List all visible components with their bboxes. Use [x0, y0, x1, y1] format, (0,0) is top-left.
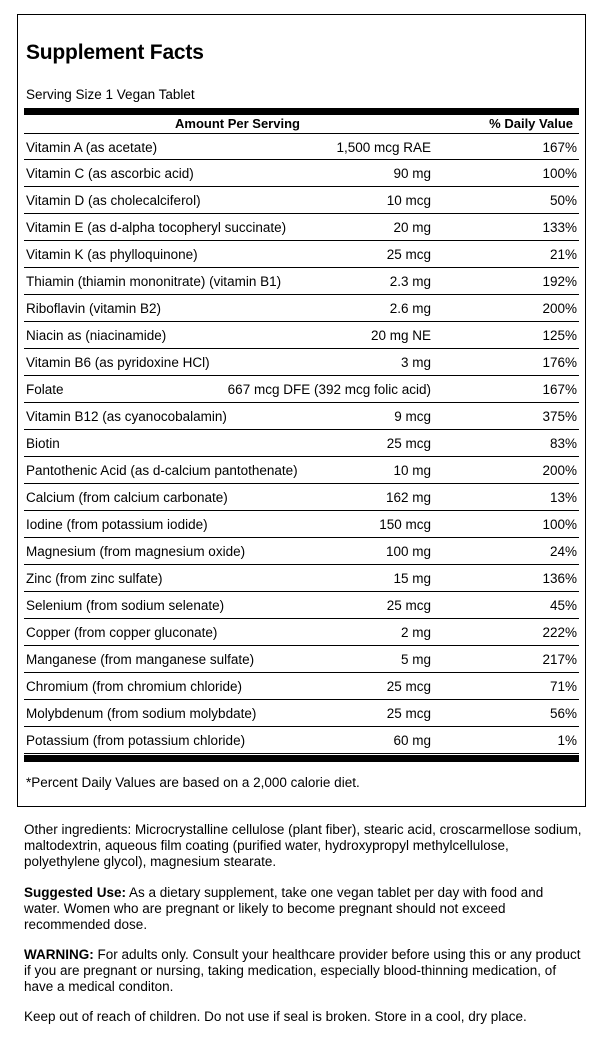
serving-size: Serving Size 1 Vegan Tablet [26, 87, 195, 102]
warning [24, 947, 582, 995]
nutrient-daily-value: 21% [549, 247, 577, 262]
nutrient-name: Vitamin B6 (as pyridoxine HCl) [26, 355, 210, 370]
nutrient-daily-value: 200% [542, 301, 577, 316]
nutrient-name: Thiamin (thiamin mononitrate) (vitamin B1) [26, 274, 282, 289]
nutrient-amount: 25 mcg [386, 679, 431, 694]
nutrient-amount: 5 mg [400, 652, 431, 667]
nutrient-name: Magnesium (from magnesium oxide) [26, 544, 246, 559]
header-amount-per-serving: Amount Per Serving [175, 116, 300, 131]
nutrient-amount: 20 mg NE [370, 328, 431, 343]
nutrient-amount: 10 mcg [386, 193, 431, 208]
nutrient-daily-value: 83% [549, 436, 577, 451]
nutrient-name: Pantothenic Acid (as d-calcium pantothenate) [26, 463, 298, 478]
nutrient-daily-value: 176% [542, 355, 577, 370]
nutrient-name: Copper (from copper gluconate) [26, 625, 218, 640]
nutrient-amount: 150 mcg [379, 517, 431, 532]
nutrient-daily-value: 100% [542, 517, 577, 532]
nutrient-amount: 20 mg [393, 220, 431, 235]
nutrient-daily-value: 45% [549, 598, 577, 613]
nutrient-name: Niacin as (niacinamide) [26, 328, 167, 343]
warning-text: For adults only. Consult your healthcare provider before using this or any product if you are pregnant or nursing, taking medication, especially blood-thinning medication, of have a medical conditon. [24, 947, 581, 994]
daily-value-footnote: *Percent Daily Values are based on a 2,000 calorie diet. [26, 775, 360, 790]
nutrient-amount: 100 mg [385, 544, 431, 559]
nutrient-name: Molybdenum (from sodium molybdate) [26, 706, 257, 721]
suggested-use [24, 885, 582, 933]
nutrient-row [24, 430, 579, 457]
nutrient-daily-value: 13% [549, 490, 577, 505]
thick-divider-bottom [24, 755, 579, 762]
nutrient-amount: 667 mcg DFE (392 mcg folic acid) [227, 382, 431, 397]
nutrient-row [24, 268, 579, 295]
nutrient-daily-value: 56% [549, 706, 577, 721]
panel-title: Supplement Facts [26, 41, 204, 64]
nutrient-daily-value: 71% [549, 679, 577, 694]
nutrient-row [24, 403, 579, 430]
nutrient-amount: 1,500 mcg RAE [336, 140, 431, 155]
nutrient-name: Chromium (from chromium chloride) [26, 679, 243, 694]
nutrient-amount: 15 mg [393, 571, 431, 586]
nutrient-row [24, 457, 579, 484]
nutrient-row [24, 214, 579, 241]
nutrient-name: Manganese (from manganese sulfate) [26, 652, 255, 667]
nutrient-amount: 25 mcg [386, 436, 431, 451]
nutrient-daily-value: 24% [549, 544, 577, 559]
nutrient-row [24, 565, 579, 592]
thick-divider [24, 108, 579, 115]
nutrient-row [24, 673, 579, 700]
nutrient-daily-value: 50% [549, 193, 577, 208]
nutrient-daily-value: 136% [542, 571, 577, 586]
warning-label: WARNING: [24, 947, 94, 962]
other-ingredients: Other ingredients: Microcrystalline cellulose (plant fiber), stearic acid, croscarmellose sodium, maltodextrin, aqueous film coating (purified water, hydroxypropyl methylcellulose, polyethylene glycol), magnesium stearate. [24, 822, 582, 869]
nutrient-row [24, 349, 579, 376]
nutrient-amount: 2.3 mg [389, 274, 431, 289]
nutrient-row [24, 592, 579, 619]
storage-note: Keep out of reach of children. Do not use if seal is broken. Store in a cool, dry place. [24, 1009, 527, 1024]
nutrient-daily-value: 217% [542, 652, 577, 667]
nutrient-table [24, 133, 579, 754]
nutrient-amount: 60 mg [393, 733, 431, 748]
nutrient-daily-value: 167% [542, 382, 577, 397]
nutrient-amount: 3 mg [400, 355, 431, 370]
table-header [24, 117, 579, 130]
nutrient-name: Potassium (from potassium chloride) [26, 733, 246, 748]
nutrient-name: Biotin [26, 436, 60, 451]
header-daily-value: % Daily Value [489, 116, 573, 131]
nutrient-amount: 9 mcg [394, 409, 431, 424]
nutrient-row [24, 322, 579, 349]
nutrient-daily-value: 167% [542, 140, 577, 155]
nutrient-amount: 25 mcg [386, 247, 431, 262]
nutrient-amount: 25 mcg [386, 706, 431, 721]
nutrient-name: Vitamin A (as acetate) [26, 140, 158, 155]
nutrient-row [24, 484, 579, 511]
nutrient-row [24, 376, 579, 403]
nutrient-name: Vitamin B12 (as cyanocobalamin) [26, 409, 227, 424]
nutrient-row [24, 700, 579, 727]
nutrient-daily-value: 200% [542, 463, 577, 478]
nutrient-amount: 10 mg [393, 463, 431, 478]
nutrient-name: Vitamin D (as cholecalciferol) [26, 193, 201, 208]
nutrient-name: Calcium (from calcium carbonate) [26, 490, 228, 505]
nutrient-name: Vitamin C (as ascorbic acid) [26, 166, 194, 181]
nutrient-daily-value: 1% [557, 733, 577, 748]
nutrient-row [24, 727, 579, 754]
nutrient-amount: 162 mg [385, 490, 431, 505]
nutrient-amount: 25 mcg [386, 598, 431, 613]
nutrient-row [24, 295, 579, 322]
nutrient-row [24, 160, 579, 187]
nutrient-name: Folate [26, 382, 64, 397]
nutrient-row [24, 646, 579, 673]
nutrient-amount: 2.6 mg [389, 301, 431, 316]
nutrient-daily-value: 222% [542, 625, 577, 640]
nutrient-row [24, 619, 579, 646]
nutrient-row [24, 538, 579, 565]
nutrient-row [24, 187, 579, 214]
nutrient-row [24, 511, 579, 538]
suggested-use-label: Suggested Use: [24, 885, 127, 900]
nutrient-daily-value: 133% [542, 220, 577, 235]
nutrient-name: Zinc (from zinc sulfate) [26, 571, 163, 586]
nutrient-row [24, 133, 579, 160]
supplement-facts-panel [17, 14, 586, 807]
suggested-use-text: As a dietary supplement, take one vegan tablet per day with food and water. Women who are pregnant or likely to become pregnant should not exceed recommended dose. [24, 885, 544, 932]
nutrient-name: Iodine (from potassium iodide) [26, 517, 208, 532]
nutrient-name: Riboflavin (vitamin B2) [26, 301, 162, 316]
nutrient-name: Vitamin E (as d-alpha tocopheryl succinate) [26, 220, 287, 235]
nutrient-row [24, 241, 579, 268]
nutrient-daily-value: 375% [542, 409, 577, 424]
nutrient-daily-value: 125% [542, 328, 577, 343]
nutrient-amount: 2 mg [400, 625, 431, 640]
nutrient-daily-value: 100% [542, 166, 577, 181]
nutrient-amount: 90 mg [393, 166, 431, 181]
nutrient-name: Selenium (from sodium selenate) [26, 598, 225, 613]
nutrient-daily-value: 192% [542, 274, 577, 289]
nutrient-name: Vitamin K (as phylloquinone) [26, 247, 198, 262]
